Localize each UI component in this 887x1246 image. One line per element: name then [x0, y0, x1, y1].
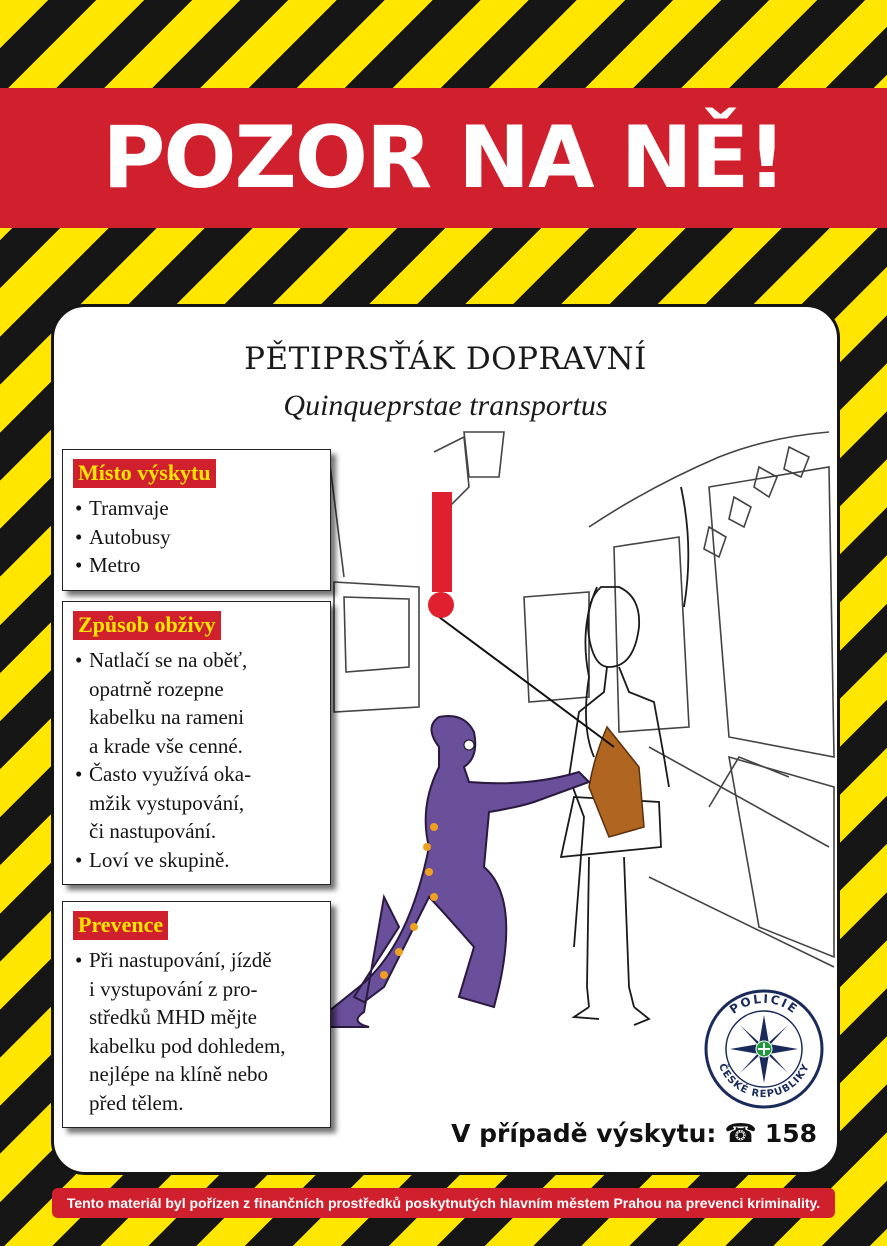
list-item: • Loví ve skupině. — [73, 846, 320, 875]
title-banner — [0, 88, 887, 228]
report-line — [451, 1119, 817, 1148]
list-item: • Při nastupování, jízdě i vystupování z pro- středků MHD mějte kabelku pod dohledem, nejlépe na klíně nebo před tělem. — [73, 946, 320, 1117]
list-item: • Metro — [73, 551, 320, 580]
report-number: 158 — [764, 1119, 817, 1148]
phone-icon: ☎ — [724, 1118, 757, 1149]
prevention-title: Prevence — [73, 911, 168, 940]
occurrence-box — [62, 449, 331, 591]
list-item: • Natlačí se na oběť, opatrně rozepne kabelku na rameni a krade vše cenné. — [73, 646, 320, 760]
info-card — [51, 304, 840, 1175]
species-latin-name: Quinqueprstae transportus — [283, 389, 608, 422]
species-name: PĚTIPRSŤÁK DOPRAVNÍ — [244, 341, 647, 377]
report-label: V případě výskytu: — [451, 1119, 717, 1148]
livelihood-box — [62, 601, 331, 885]
list-item: • Často využívá oka- mžik vystupování, či nastupování. — [73, 760, 320, 846]
list-item: • Autobusy — [73, 523, 320, 552]
prevention-box — [62, 901, 331, 1128]
footer-banner — [52, 1188, 835, 1218]
list-item: • Tramvaje — [73, 494, 320, 523]
footer-text: Tento materiál byl pořízen z finančních prostředků poskytnutých hlavním městem Prahou na prevenci kriminality. — [66, 1195, 821, 1211]
page-title: POZOR NA NĚ! — [102, 108, 785, 208]
logo-top-text: POLICIE — [727, 991, 802, 1017]
police-logo — [702, 987, 826, 1111]
occurrence-title: Místo výskytu — [73, 459, 216, 488]
livelihood-title: Způsob obživy — [73, 611, 221, 640]
logo-bottom-text: ČESKÉ REPUBLIKY — [715, 1062, 813, 1101]
